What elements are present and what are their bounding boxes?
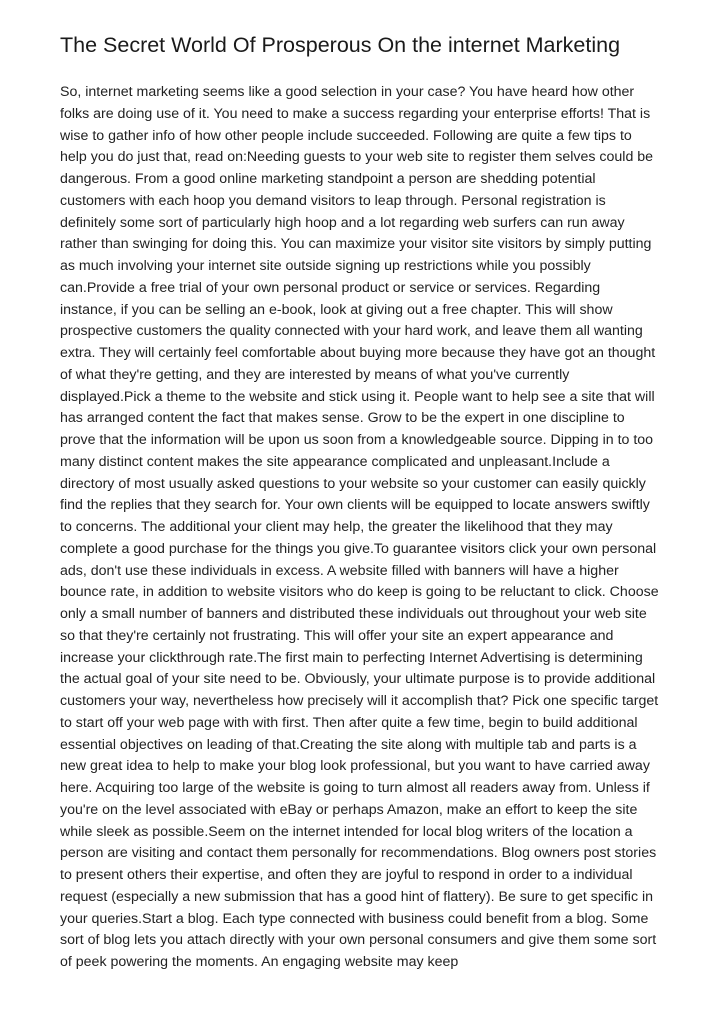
document-title: The Secret World Of Prosperous On the internet Marketing — [60, 33, 621, 57]
document-body-text: So, internet marketing seems like a good selection in your case? You have heard how other folks are doing use of it. You need to make a success regarding your enterprise efforts! That is wise to gather info of how other people include succeeded. Following are quite a few tips to help you do just that, read on:Needing guests to your web site to register them selves could be dangerous. From a good online marketing standpoint a person are shedding potential customers with each hoop you demand visitors to leap through. Personal registration is definitely some sort of particularly high hoop and a lot regarding web surfers can run away rather than swinging for doing this. You can maximize your visitor site visitors by simply putting as much involving your internet site outside signing up restrictions while you possibly can.Provide a free trial of your own personal product or service or services. Regarding instance, if you can be selling an e-book, look at giving out a free chapter. This will show prospective customers the quality connected with your hard work, and leave them all wanting extra. They will certainly feel comfortable about buying more because they have got an thought of what they're getting, and they are interested by means of what you've currently displayed.Pick a theme to the website and stick using it. People want to help see a site that will has arranged content the fact that makes sense. Grow to be the expert in one discipline to prove that the information will be upon us soon from a knowledgeable source. Dipping in to too many distinct content makes the site appearance complicated and unpleasant.Include a directory of most usually asked questions to your website so your customer can easily quickly find the replies that they search for. Your own clients will be equipped to locate answers swiftly to concerns. The additional your client may help, the greater the likelihood that they may complete a good purchase for the things you give.To guarantee visitors click your own personal ads, don't use these individuals in excess. A website filled with banners will have a higher bounce rate, in addition to website visitors who do keep is going to be reluctant to click. Choose only a small number of banners and distributed these individuals out throughout your web site so that they're certainly not frustrating. This will offer your site an expert appearance and increase your clickthrough rate.The first main to perfecting Internet Advertising is determining the actual goal of your site need to be. Obviously, your ultimate purpose is to provide additional customers your way, nevertheless how precisely will it accomplish that? Pick one specific target to start off your web page with with first. Then after quite a few time, begin to build additional essential objectives on leading of that.Creating the site along with multiple tab and parts is a new great idea to help to make your blog look professional, but you want to have carried away here. Acquiring too large of the website is going to turn almost all readers away from. Unless if you're on the level associated with eBay or perhaps Amazon, make an effort to keep the site while sleek as possible.Seem on the internet intended for local blog writers of the location a person are visiting and contact them personally for recommendations. Blog owners post stories to present others their expertise, and often they are joyful to respond in order to a individual request (especially a new submission that has a good hint of flattery). Be sure to get specific in your queries.Start a blog. Each type connected with business could benefit from a blog. Some sort of blog lets you attach directly with your own personal consumers and give them some sort of peek powering the moments. An engaging website may keep — [60, 84, 659, 970]
